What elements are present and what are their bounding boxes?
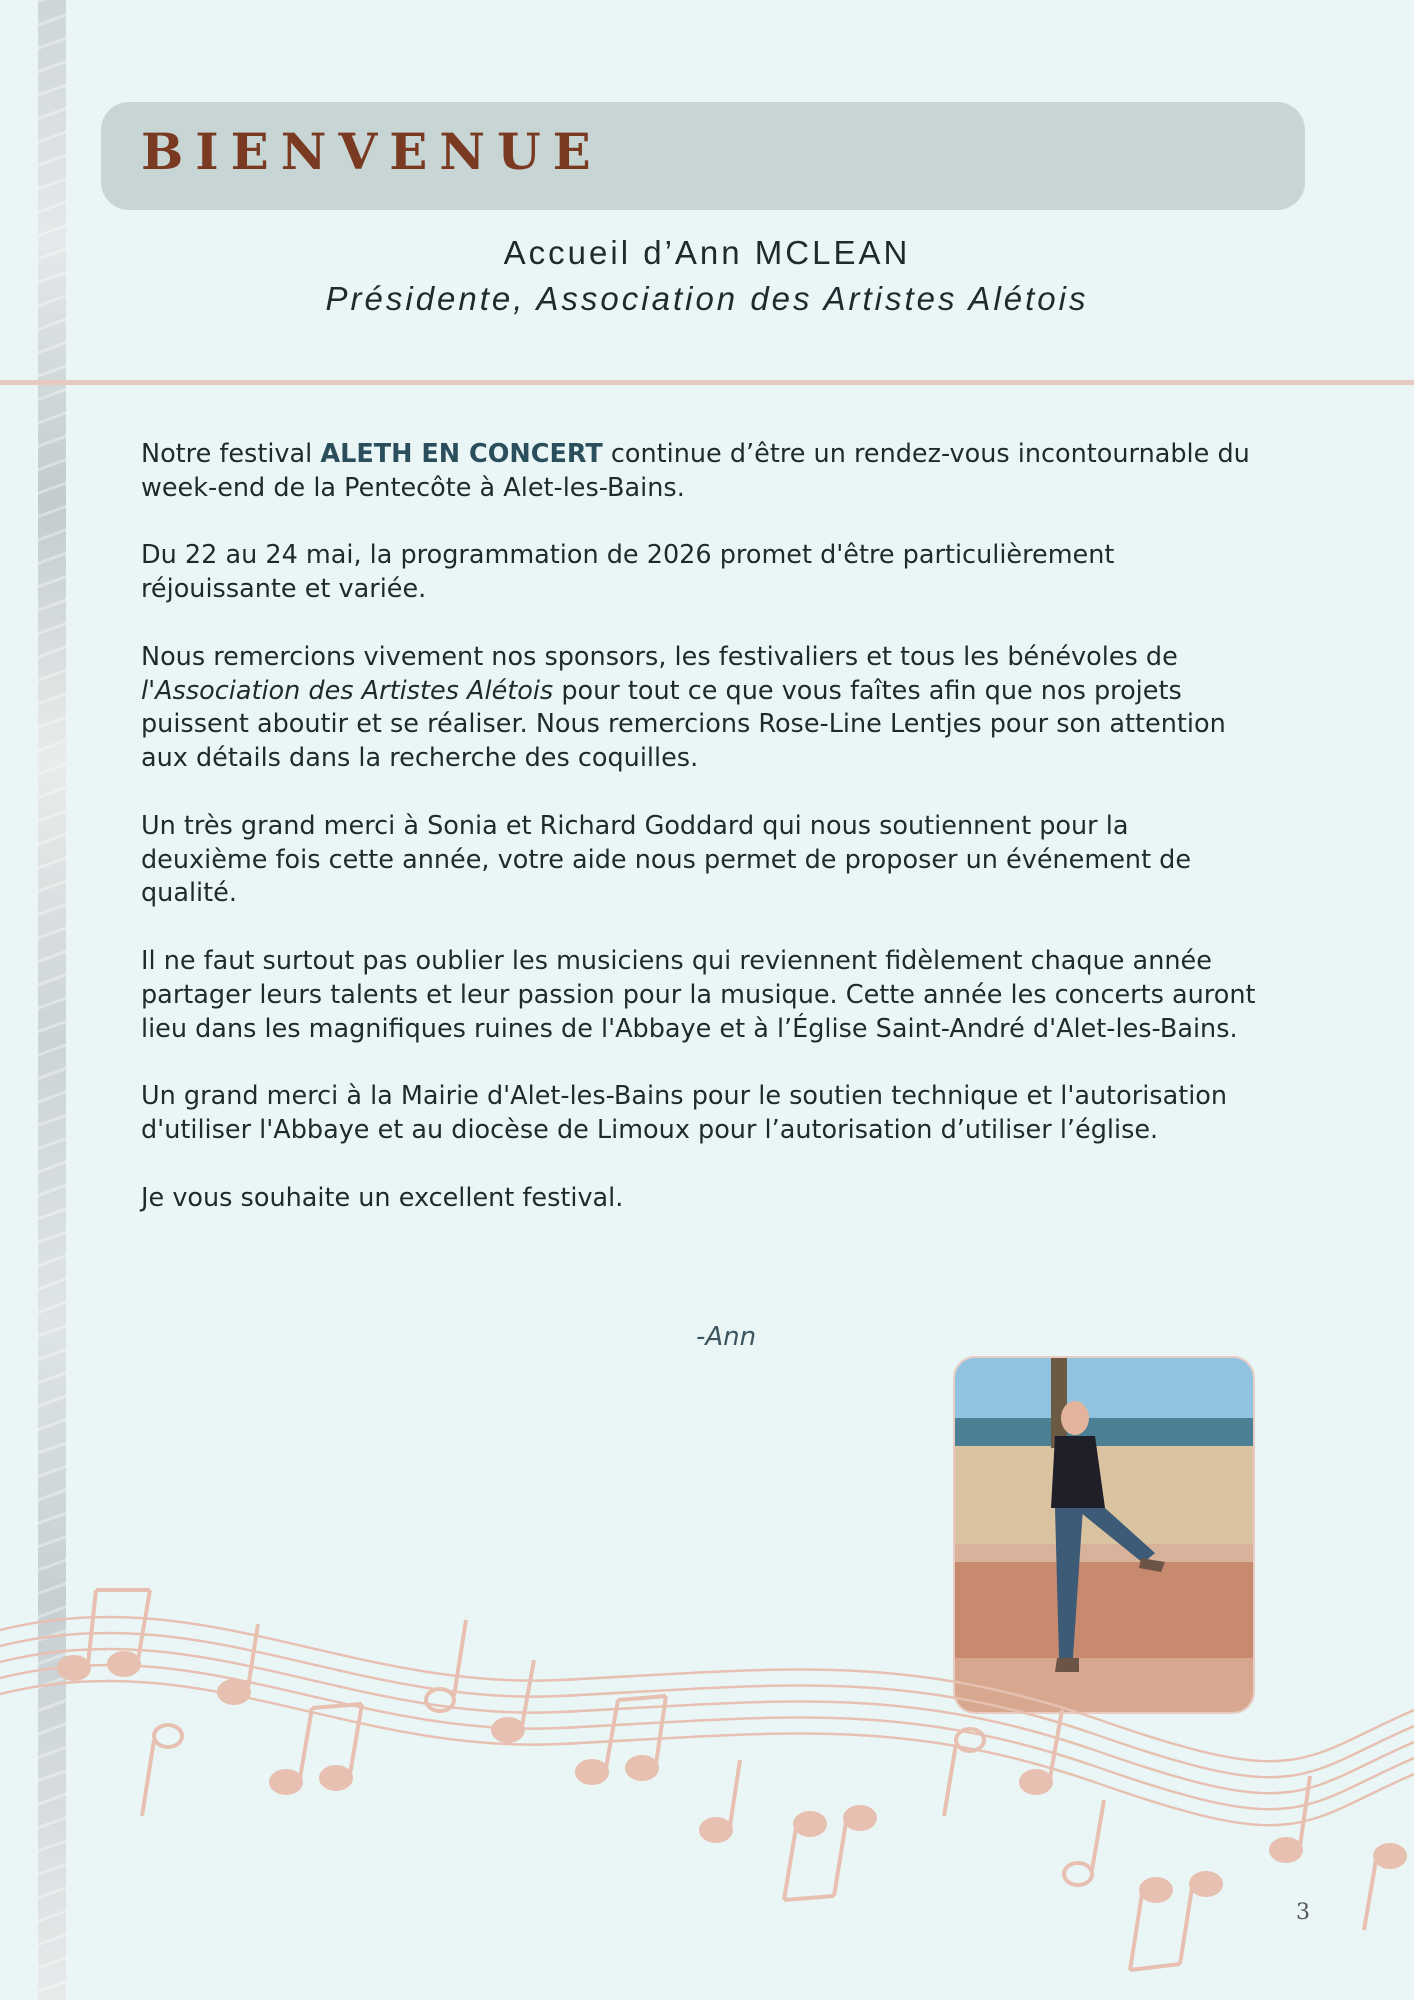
page-title: BIENVENUE <box>141 122 603 181</box>
author-role: Présidente, Association des Artistes Alétois <box>325 280 1089 317</box>
paragraph-1-prefix: Notre festival <box>141 439 321 469</box>
paragraph-3 <box>141 641 1261 776</box>
page-number: 3 <box>1296 1900 1310 1925</box>
paragraph-1 <box>141 438 1261 506</box>
paragraph-7: Je vous souhaite un excellent festival. <box>141 1182 624 1213</box>
paragraph-6: Un grand merci à la Mairie d'Alet-les-Bains pour le soutien technique et l'autorisation d'utiliser l'Abbaye et au diocèse de Limoux pour l’autorisation d’utiliser l’église. <box>141 1081 1228 1145</box>
music-staff-decoration <box>0 1560 1414 2000</box>
paragraph-1-suffix: continue d’être un rendez-vous incontournable du week-end de la Pentecôte à Alet-les-Bains. <box>141 439 1250 503</box>
association-name: l'Association des Artistes Alétois <box>141 675 554 706</box>
title-banner <box>101 102 1305 210</box>
signature: -Ann <box>696 1322 757 1352</box>
paragraph-2: Du 22 au 24 mai, la programmation de 2026 promet d'être particulièrement réjouissante et variée. <box>141 540 1115 605</box>
paragraph-3-suffix: pour tout ce que vous faîtes afin que nos projets puissent aboutir et se réaliser. Nous remercions Rose-Line Lentjes pour son attention aux détails dans la recherche des coquilles. <box>141 675 1226 774</box>
letter-body <box>141 438 1261 1249</box>
festival-name: ALETH EN CONCERT <box>320 439 603 469</box>
paragraph-5: Il ne faut surtout pas oublier les musiciens qui reviennent fidèlement chaque année partager leurs talents et leur passion pour la musique. Cette année les concerts auront lieu dans les magnifiques ruines de l'Abbaye et à l’Église Saint-André d'Alet-les-Bains. <box>141 945 1256 1044</box>
divider-line <box>0 380 1414 385</box>
paragraph-4: Un très grand merci à Sonia et Richard Goddard qui nous soutiennent pour la deuxième fois cette année, votre aide nous permet de proposer un événement de qualité. <box>141 810 1192 909</box>
paragraph-3-prefix: Nous remercions vivement nos sponsors, les festivaliers et tous les bénévoles de <box>141 641 1178 672</box>
welcome-heading: Accueil d’Ann MCLEAN <box>503 234 911 271</box>
